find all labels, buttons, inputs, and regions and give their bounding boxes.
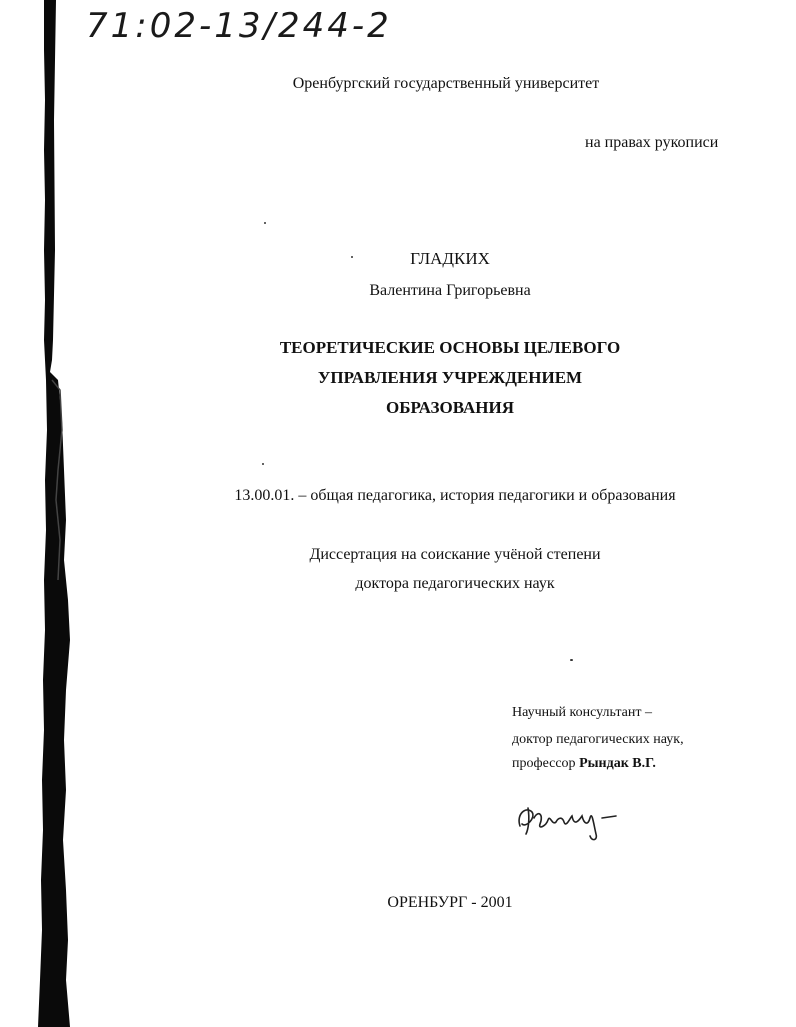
dissertation-title-line-2: УПРАВЛЕНИЯ УЧРЕЖДЕНИЕМ xyxy=(317,368,583,387)
author-name: Валентина Григорьевна xyxy=(369,282,531,299)
author-surname: ГЛАДКИХ xyxy=(410,249,490,268)
scan-speck xyxy=(262,463,264,465)
specialty-code: 13.00.01. – общая педагогика, история педагогики и образования xyxy=(234,487,676,504)
consultant-degree: доктор педагогических наук, xyxy=(512,732,684,747)
scan-speck xyxy=(570,659,573,661)
dissertation-title-line-1: ТЕОРЕТИЧЕСКИЕ ОСНОВЫ ЦЕЛЕВОГО xyxy=(279,338,621,357)
consultant-role: Научный консультант – xyxy=(512,705,652,720)
consultant-name: Рындак В.Г. xyxy=(579,756,656,771)
dissertation-title-line-3: ОБРАЗОВАНИЯ xyxy=(386,398,514,417)
archive-code: 71:02-13/244-2 xyxy=(86,6,392,46)
university-name: Оренбургский государственный университет xyxy=(292,75,600,92)
city-and-year: ОРЕНБУРГ - 2001 xyxy=(387,894,513,911)
consultant-rank: профессор xyxy=(512,756,580,771)
handwritten-signature xyxy=(512,796,632,846)
scan-edge-shadow xyxy=(0,0,70,1027)
dissertation-degree-line-1: Диссертация на соискание учёной степени xyxy=(309,546,601,563)
scan-speck xyxy=(264,222,266,224)
dissertation-degree-line-2: доктора педагогических наук xyxy=(355,575,555,592)
scan-speck xyxy=(351,256,353,258)
manuscript-rights-note: на правах рукописи xyxy=(585,134,719,151)
consultant-title xyxy=(512,755,656,773)
